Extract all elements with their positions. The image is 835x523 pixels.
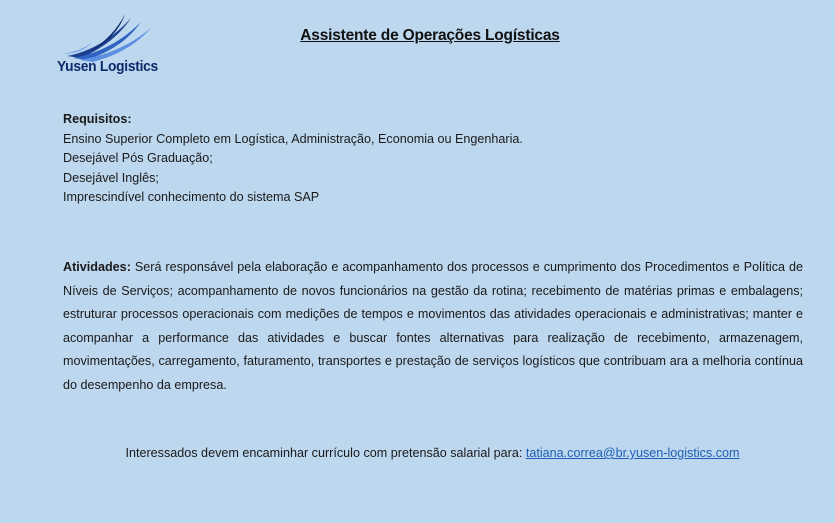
contact-line (0, 446, 835, 460)
activities-text: Será responsável pela elaboração e acompanhamento dos processos e cumprimento dos Procedimentos e Política de Níveis de Serviços; acompanhamento de novos funcionários na gestão da rotina; recebimento de matérias primas e embalagens; estruturar processos operacionais com medições de tempos e movimentos das atividades operacionais e administrativas; manter e acompanhar a performance das atividades e buscar fontes alternativas para realização de recebimento, armazenagem, movimentações, carregamento, faturamento, transportes e prestação de serviços logísticos que contribuam ara a melhoria contínua do desempenho da empresa. (63, 260, 803, 392)
activities-heading: Atividades: (63, 260, 131, 274)
requirement-item: Desejável Inglês; (63, 170, 159, 185)
contact-text: Interessados devem encaminhar currículo com pretensão salarial para: (125, 446, 526, 460)
requirements-section (63, 110, 523, 208)
requirement-item: Ensino Superior Completo em Logística, Administração, Economia ou Engenharia. (63, 131, 523, 146)
yusen-logo (55, 12, 157, 80)
email-link[interactable]: tatiana.correa@br.yusen-logistics.com (525, 446, 740, 460)
requirement-item: Desejável Pós Graduação; (63, 151, 213, 165)
activities-section (63, 256, 803, 397)
page-title: Assistente de Operações Logísticas (300, 27, 560, 44)
requirements-heading: Requisitos: (63, 112, 132, 126)
logo-text: Yusen Logistics (57, 58, 158, 75)
requirement-item: Imprescindível conhecimento do sistema SAP (63, 190, 320, 204)
